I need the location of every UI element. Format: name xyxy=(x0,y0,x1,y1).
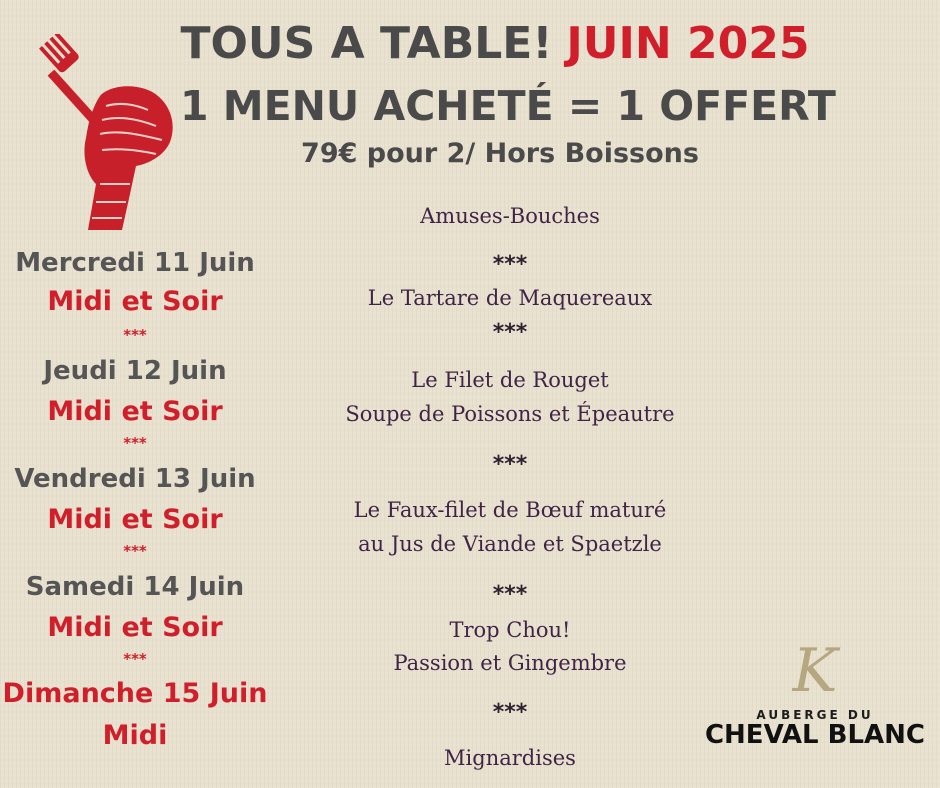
menu-separator: *** xyxy=(492,700,528,725)
schedule-service-3: Midi et Soir xyxy=(47,504,223,535)
menu-fish-title: Le Filet de Rouget xyxy=(411,368,609,392)
logo-subtitle: AUBERGE DU xyxy=(756,708,874,722)
logo-name: CHEVAL BLANC xyxy=(704,720,926,750)
schedule-service-5: Midi xyxy=(102,720,168,751)
schedule-day-1: Mercredi 11 Juin xyxy=(15,248,255,278)
offer-headline: 1 MENU ACHETÉ = 1 OFFERT xyxy=(180,82,836,130)
title-month: JUIN 2025 xyxy=(566,18,810,69)
menu-separator: *** xyxy=(492,452,528,477)
schedule-day-4: Samedi 14 Juin xyxy=(25,572,245,602)
page-title xyxy=(150,18,840,69)
schedule-separator-3: *** xyxy=(123,542,147,560)
menu-dessert-title: Trop Chou! xyxy=(449,618,571,642)
menu-starter: Le Tartare de Maquereaux xyxy=(367,286,653,310)
schedule-service-1: Midi et Soir xyxy=(47,286,223,317)
schedule-separator-4: *** xyxy=(123,650,147,668)
schedule-service-2: Midi et Soir xyxy=(47,396,223,427)
price-subtitle: 79€ pour 2/ Hors Boissons xyxy=(301,138,699,169)
schedule-separator-2: *** xyxy=(123,434,147,452)
menu-amuse-bouches: Amuses-Bouches xyxy=(420,204,600,228)
menu-separator: *** xyxy=(492,582,528,607)
menu-meat-detail: au Jus de Viande et Spaetzle xyxy=(358,532,662,556)
menu-mignardises: Mignardises xyxy=(444,746,576,770)
schedule-day-2: Jeudi 12 Juin xyxy=(43,356,227,386)
title-main: TOUS A TABLE! xyxy=(180,18,553,69)
schedule-day-5: Dimanche 15 Juin xyxy=(2,678,268,709)
menu-separator: *** xyxy=(492,252,528,277)
menu-fish-detail: Soupe de Poissons et Épeautre xyxy=(345,402,675,426)
menu-separator: *** xyxy=(492,320,528,345)
schedule-separator-1: *** xyxy=(123,326,147,344)
logo-monogram: K xyxy=(792,636,838,706)
menu-dessert-detail: Passion et Gingembre xyxy=(393,651,627,675)
schedule-day-3: Vendredi 13 Juin xyxy=(14,464,256,494)
menu-meat-title: Le Faux-filet de Bœuf maturé xyxy=(353,498,667,522)
schedule-service-4: Midi et Soir xyxy=(47,612,223,643)
